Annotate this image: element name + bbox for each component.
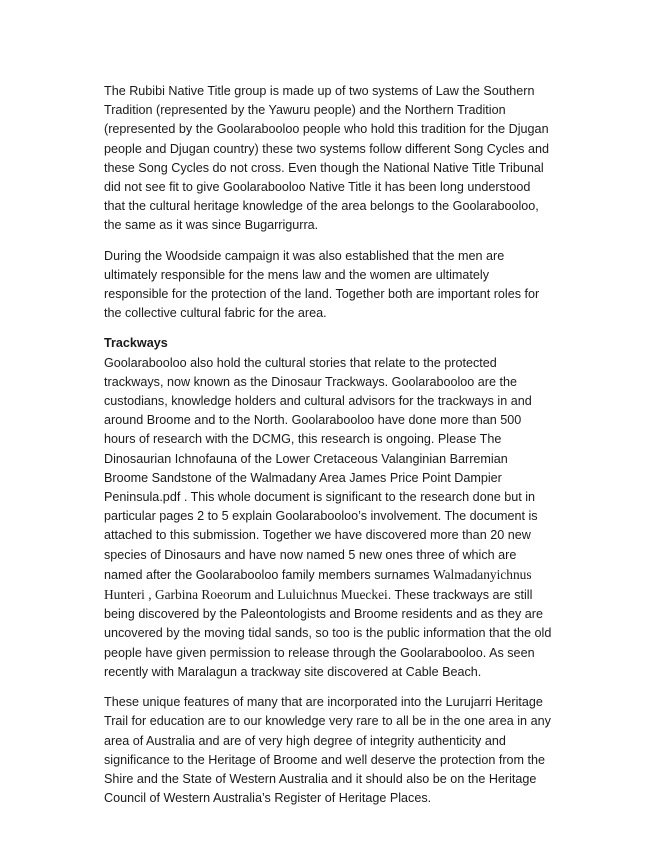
section-heading-trackways: Trackways [104,336,168,351]
paragraph-native-title: The Rubibi Native Title group is made up of two systems of Law the Southern Tradition (represented by the Yawuru people) and the Northern Tradition (represented by the Goolarabooloo people who hold this tradition for the Djugan people and Djugan country) these two systems follow different Song Cycles and these Song Cycles do not cross. Even though the National Native Title Tribunal did not see fit to give Goolarabooloo Native Title it has been long understood that the cultural heritage knowledge of the area belongs to the Goolarabooloo, the same as it was since Bugarrigurra. [104,84,549,233]
species-names: Walmadanyichnus Hunteri , Garbina Roeorum and Luluichnus Mueckei [104,566,532,603]
trackways-text-before-species: Goolarabooloo also hold the cultural stories that relate to the protected trackways, now known as the Dinosaur Trackways. Goolarabooloo are the custodians, knowledge holders and cultural advisors for the trackways in and around Broome and to the North. Goolarabooloo have done more than 500 hours of research with the DCMG, this research is ongoing. Please The Dinosaurian Ichnofauna of the Lower Cretaceous Valanginian Barremian Broome Sandstone of the Walmadany Area James Price Point Dampier Peninsula.pdf . This whole document is significant to the research done but in particular pages 2 to 5 explain Goolarabooloo’s involvement. The document is attached to this submission. Together we have discovered more than 20 new species of Dinosaurs and have now named 5 new ones three of which are named after the Goolarabooloo family members surnames [104,355,538,582]
trackways-text-after-species: . These trackways are still being discovered by the Paleontologists and Broome residents and as they are uncovered by the moving tidal sands, so too is the public information that the old people have given permission to release through the Goolarabooloo. As seen recently with Maralagun a trackway site discovered at Cable Beach. [104,588,552,679]
paragraph-trackways [104,354,554,682]
paragraph-woodside-campaign: During the Woodside campaign it was also established that the men are ultimately responsible for the mens law and the women are ultimately responsible for the protection of the land. Together both are important roles for the collective cultural fabric for the area. [104,248,540,321]
paragraph-heritage-trail: These unique features of many that are incorporated into the Lurujarri Heritage Trail for education are to our knowledge very rare to all be in the one area in any area of Australia and are of very high degree of integrity authenticity and significance to the Heritage of Broome and well deserve the protection from the Shire and the State of Western Australia and it should also be on the Heritage Council of Western Australia’s Register of Heritage Places. [104,695,551,806]
document-page [104,82,554,819]
